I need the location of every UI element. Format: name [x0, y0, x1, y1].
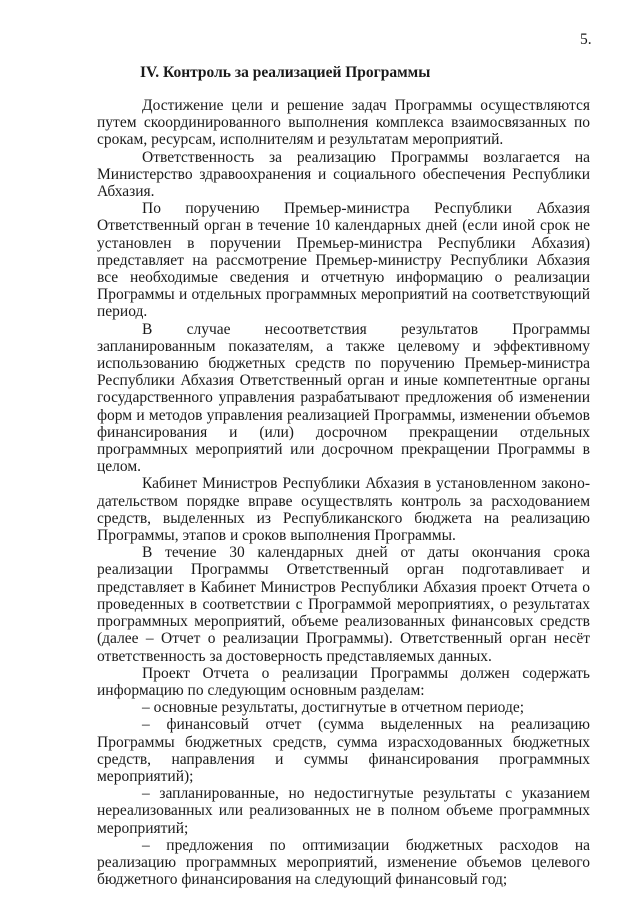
paragraph-1: Достижение цели и решение задач Программы осуществляются путем скоординированного выполнения комплекса взаимосвязанных по срокам, ресурсам, исполнителям и результатам мероприятий. [97, 97, 590, 149]
paragraph-3: По поручению Премьер-министра Республики Абхазия Ответственный орган в течение 10 календарных дней (если иной срок не установлен в поручении Премьер-министра Республики Абхазия) представляет на рассмотрение Премьер-министру Республики Абхазия все необходимые сведения и отчетную информацию о реализации Программы и отдельных программных мероприятий на соответствующий период. [97, 200, 590, 321]
list-item-1: – основные результаты, достигнутые в отчетном периоде; [142, 699, 525, 717]
section-title: IV. Контроль за реализацией Программы [140, 64, 431, 81]
list-item-2: – финансовый отчет (сумма выделенных на реализацию Программы бюджетных средств, сумма израсходованных бюджетных средств, направления и суммы финансирования программных мероприятий); [97, 716, 590, 785]
paragraph-4: В случае несоответствия результатов Программы запланированным показателям, а также целевому и эффективному использованию бюджетных средств по поручению Премьер-министра Республики Абхазия Ответственный орган и иные компетентные органы государственного управления разрабатывают предложения об изменении форм и методов управления реализацией Программы, изменении объемов финансирования и (или) досрочном прекращении отдельных программных мероприятий или досрочном прекращении Программы в целом. [97, 320, 590, 476]
page-number: 5. [580, 31, 592, 48]
paragraph-6: В течение 30 календарных дней от даты окончания срока реализации Программы Ответственный орган подготавливает и представляет в Кабинет Министров Республики Абхазия проект Отчета о проведенных в соответствии с Программой мероприятиях, о результатах программных мероприятий, объеме реализованных финансовых средств (далее – Отчет о реализации Программы). Ответственный орган несёт ответственность за достоверность представляемых данных. [97, 544, 590, 665]
paragraph-7: Проект Отчета о реализации Программы должен содержать информацию по следующим основным разделам: [97, 664, 590, 699]
paragraph-2: Ответственность за реализацию Программы возлагается на Министерство здравоохранения и социального обеспечения Республики Абхазия. [97, 148, 590, 201]
paragraph-5: Кабинет Министров Республики Абхазия в установленном законодательством порядке вправе осуществлять контроль за расходованием средств, выделенных из Республиканского бюджета на реализацию Программы, этапов и сроков выполнения Программы. [97, 475, 590, 545]
list-item-3: – запланированные, но недостигнутые результаты с указанием нереализованных или реализованных не в полном объеме программных мероприятий; [97, 785, 590, 837]
list-item-4: – предложения по оптимизации бюджетных расходов на реализацию программных мероприятий, изменение объемов целевого бюджетного финансирования на следующий финансовый год; [97, 836, 590, 889]
document-body [97, 97, 590, 888]
